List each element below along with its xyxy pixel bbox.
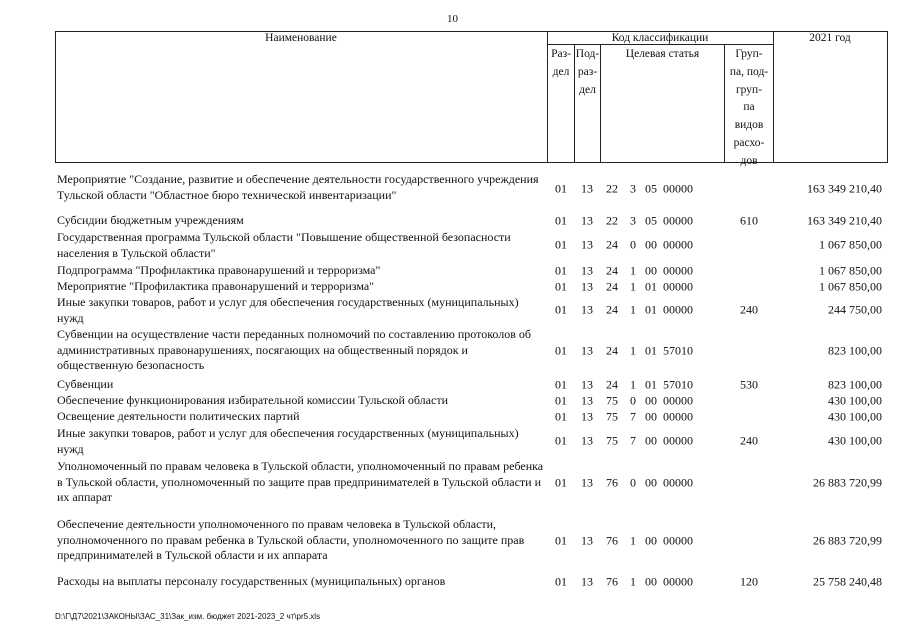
row-code-vr: 530 — [740, 377, 758, 392]
row-code-pr: 13 — [581, 181, 593, 196]
table-row — [55, 574, 888, 590]
table-row — [55, 517, 888, 565]
row-code-a3: 05 — [645, 181, 657, 196]
row-code-r: 01 — [555, 409, 567, 424]
header-year: 2021 год — [809, 32, 851, 44]
row-name: Обеспечение функционирования избирательной комиссии Тульской области — [57, 393, 448, 407]
page-number: 10 — [447, 13, 458, 25]
row-code-r: 01 — [555, 533, 567, 548]
row-code-a4: 57010 — [663, 342, 693, 357]
row-code-a2: 1 — [630, 533, 636, 548]
row-name: Субсидии бюджетным учреждениям — [57, 213, 244, 227]
row-name: Субвенции на осуществление части переданных полномочий по составлению протоколов об административных правонарушениях, посягающих на общественный порядок и общественную безопасность — [57, 327, 532, 372]
header-code-group: Код классификации — [611, 32, 709, 44]
row-name: Обеспечение деятельности уполномоченного по правам человека в Тульской области, уполномоченного по правам ребенка в Тульской области, уполномоченного по защите прав предпринимателей в Тульской области и их аппарата — [57, 517, 525, 562]
row-code-pr: 13 — [581, 475, 593, 490]
row-amount: 430 100,00 — [828, 409, 882, 424]
table-row — [55, 409, 888, 425]
row-name: Мероприятие "Создание, развитие и обеспечение деятельности государственного учреждения Тульской области "Областное бюро технической инвентаризации" — [57, 172, 539, 202]
row-amount: 1 067 850,00 — [819, 263, 882, 278]
row-code-a2: 1 — [630, 279, 636, 294]
row-amount: 430 100,00 — [828, 393, 882, 408]
row-code-pr: 13 — [581, 533, 593, 548]
row-code-a1: 24 — [606, 237, 618, 252]
row-amount: 25 758 240,48 — [813, 574, 882, 589]
row-code-a4: 57010 — [663, 377, 693, 392]
row-name: Мероприятие "Профилактика правонарушений и терроризма" — [57, 279, 375, 293]
row-code-pr: 13 — [581, 342, 593, 357]
row-code-a1: 24 — [606, 377, 618, 392]
row-code-a3: 00 — [645, 409, 657, 424]
row-code-a4: 00000 — [663, 574, 693, 589]
row-code-a2: 1 — [630, 574, 636, 589]
row-name: Иные закупки товаров, работ и услуг для обеспечения государственных (муниципальных) нужд — [57, 426, 519, 456]
row-code-a1: 76 — [606, 475, 618, 490]
row-code-a1: 75 — [606, 433, 618, 448]
row-code-a1: 22 — [606, 181, 618, 196]
table-row — [55, 295, 888, 325]
row-code-a1: 75 — [606, 393, 618, 408]
row-code-a1: 76 — [606, 574, 618, 589]
table-row — [55, 377, 888, 393]
row-amount: 163 349 210,40 — [807, 181, 882, 196]
row-code-a2: 7 — [630, 409, 636, 424]
table-row — [55, 426, 888, 456]
row-code-a4: 00000 — [663, 302, 693, 317]
row-code-a3: 00 — [645, 475, 657, 490]
row-code-a3: 00 — [645, 533, 657, 548]
row-code-a3: 00 — [645, 433, 657, 448]
row-code-pr: 13 — [581, 213, 593, 228]
row-code-r: 01 — [555, 279, 567, 294]
row-code-a3: 01 — [645, 377, 657, 392]
row-name: Расходы на выплаты персоналу государственных (муниципальных) органов — [57, 574, 446, 588]
row-code-a2: 0 — [630, 393, 636, 408]
row-code-r: 01 — [555, 237, 567, 252]
row-code-vr: 240 — [740, 433, 758, 448]
row-code-pr: 13 — [581, 302, 593, 317]
row-code-pr: 13 — [581, 377, 593, 392]
row-code-a2: 1 — [630, 377, 636, 392]
row-code-a2: 7 — [630, 433, 636, 448]
table-row — [55, 172, 888, 206]
row-code-pr: 13 — [581, 279, 593, 294]
table-row — [55, 263, 888, 279]
row-code-a4: 00000 — [663, 263, 693, 278]
row-code-pr: 13 — [581, 574, 593, 589]
row-code-r: 01 — [555, 342, 567, 357]
row-code-r: 01 — [555, 433, 567, 448]
row-code-r: 01 — [555, 213, 567, 228]
row-name: Уполномоченный по правам человека в Тульской области, уполномоченный по правам ребенка в Тульской области, уполномоченный по защите прав предпринимателей в Тульской области и их аппарат — [57, 459, 544, 504]
row-amount: 823 100,00 — [828, 342, 882, 357]
row-amount: 1 067 850,00 — [819, 237, 882, 252]
row-code-a4: 00000 — [663, 213, 693, 228]
row-code-r: 01 — [555, 181, 567, 196]
row-code-a1: 24 — [606, 302, 618, 317]
table-row — [55, 213, 888, 229]
row-code-a2: 1 — [630, 302, 636, 317]
row-amount: 823 100,00 — [828, 377, 882, 392]
row-code-a4: 00000 — [663, 393, 693, 408]
row-code-a2: 0 — [630, 475, 636, 490]
row-code-a4: 00000 — [663, 475, 693, 490]
row-name: Иные закупки товаров, работ и услуг для обеспечения государственных (муниципальных) нужд — [57, 295, 519, 325]
row-code-a1: 22 — [606, 213, 618, 228]
row-code-a1: 76 — [606, 533, 618, 548]
table-row — [55, 459, 888, 507]
row-code-a3: 05 — [645, 213, 657, 228]
row-code-a2: 3 — [630, 213, 636, 228]
row-amount: 26 883 720,99 — [813, 533, 882, 548]
row-code-a2: 0 — [630, 237, 636, 252]
row-code-vr: 120 — [740, 574, 758, 589]
row-code-r: 01 — [555, 475, 567, 490]
row-code-a4: 00000 — [663, 409, 693, 424]
row-code-a1: 75 — [606, 409, 618, 424]
file-path-footer: D:\Г\Д7\2021\ЗАКОНЫ\ЗАС_31\Зак_изм. бюджет 2021-2023_2 чт\pr5.xls — [55, 612, 321, 621]
row-code-a1: 24 — [606, 279, 618, 294]
table-row — [55, 327, 888, 374]
row-amount: 163 349 210,40 — [807, 213, 882, 228]
header-razdel: Раз- дел — [551, 48, 571, 78]
table-header — [55, 31, 888, 167]
row-code-a4: 00000 — [663, 533, 693, 548]
row-code-a4: 00000 — [663, 181, 693, 196]
row-code-a3: 00 — [645, 574, 657, 589]
row-code-a3: 00 — [645, 393, 657, 408]
row-code-pr: 13 — [581, 409, 593, 424]
row-code-pr: 13 — [581, 263, 593, 278]
row-code-a1: 24 — [606, 263, 618, 278]
table-row — [55, 230, 888, 260]
row-code-a4: 00000 — [663, 237, 693, 252]
row-name: Подпрограмма "Профилактика правонарушений и терроризма" — [57, 263, 381, 277]
row-code-a4: 00000 — [663, 433, 693, 448]
row-code-vr: 610 — [740, 213, 758, 228]
row-code-a3: 01 — [645, 302, 657, 317]
row-code-r: 01 — [555, 393, 567, 408]
row-code-pr: 13 — [581, 433, 593, 448]
row-code-a2: 1 — [630, 342, 636, 357]
row-name: Субвенции — [57, 377, 114, 391]
row-code-r: 01 — [555, 302, 567, 317]
table-row — [55, 279, 888, 295]
row-code-a3: 01 — [645, 279, 657, 294]
header-name: Наименование — [265, 32, 337, 44]
header-expense-type: Груп- па, под- груп- па видов расхо- дов — [729, 48, 769, 167]
row-code-vr: 240 — [740, 302, 758, 317]
row-name: Государственная программа Тульской области "Повышение общественной безопасности населения в Тульской области" — [57, 230, 511, 260]
row-code-r: 01 — [555, 574, 567, 589]
row-amount: 1 067 850,00 — [819, 279, 882, 294]
row-code-a3: 00 — [645, 263, 657, 278]
row-code-a4: 00000 — [663, 279, 693, 294]
row-amount: 26 883 720,99 — [813, 475, 882, 490]
row-code-a3: 01 — [645, 342, 657, 357]
row-code-a3: 00 — [645, 237, 657, 252]
row-code-a1: 24 — [606, 342, 618, 357]
row-code-pr: 13 — [581, 237, 593, 252]
row-code-pr: 13 — [581, 393, 593, 408]
row-name: Освещение деятельности политических партий — [57, 409, 300, 423]
table-row — [55, 393, 888, 409]
row-code-r: 01 — [555, 263, 567, 278]
row-code-r: 01 — [555, 377, 567, 392]
header-target-article: Целевая статья — [625, 48, 700, 60]
row-code-a2: 1 — [630, 263, 636, 278]
row-amount: 430 100,00 — [828, 433, 882, 448]
row-code-a2: 3 — [630, 181, 636, 196]
row-amount: 244 750,00 — [828, 302, 882, 317]
header-podrazdel: Под- раз- дел — [575, 48, 600, 96]
